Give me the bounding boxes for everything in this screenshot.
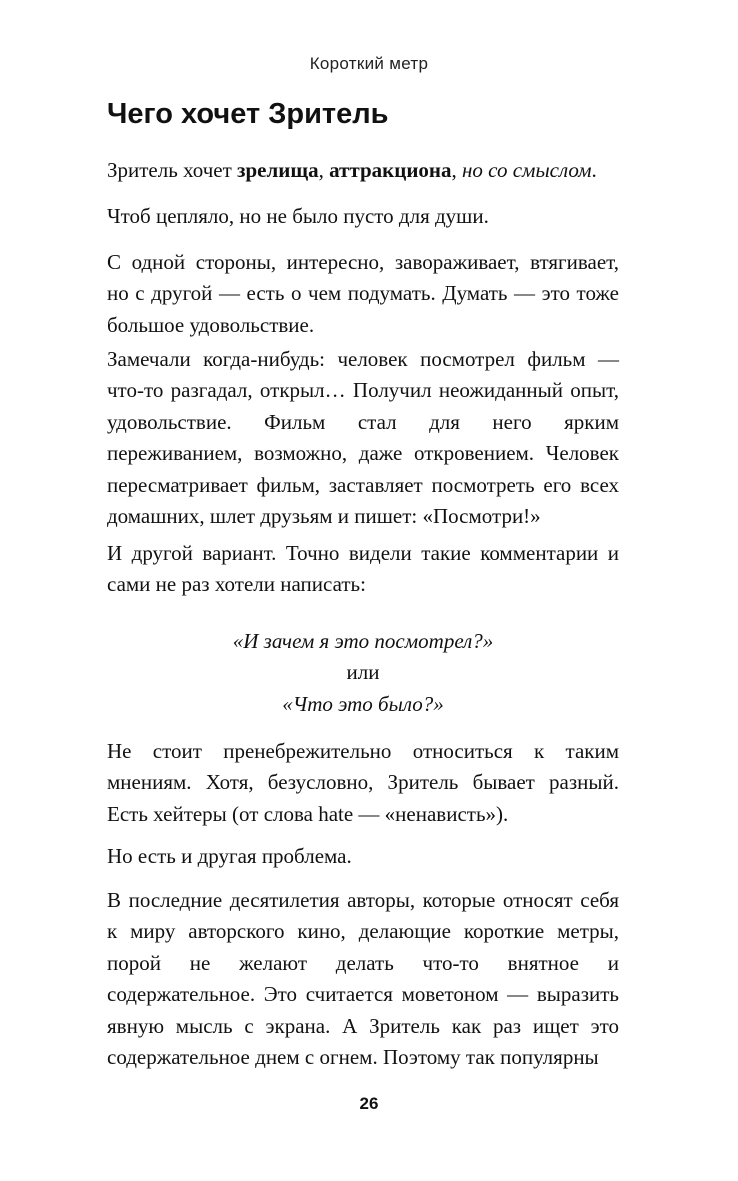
quote-connector: или [346,660,380,685]
intro-text: Зритель хочет [107,158,238,182]
intro-comma: , [318,158,330,182]
quote-line-1: «И зачем я это посмотрел?» [232,629,494,653]
emphasis-attraction: аттракциона [329,158,452,182]
intro-comma-2: , [451,158,463,182]
paragraph-4: И другой вариант. Точно видели такие комментарии и сами не раз хотели написать: [107,541,619,597]
emphasis-meaning: но со смыслом [462,158,592,182]
paragraph-5: Не стоит пренебрежительно относиться к таким мнениям. Хотя, безусловно, Зритель бывает разный. Есть хейтеры (от слова hate — «ненависть»). [107,739,619,826]
emphasis-spectacle: зрелища [237,158,319,182]
quote-block [107,626,619,720]
section-heading: Чего хочет Зритель [107,98,389,130]
paragraph-7: В последние десятилетия авторы, которые относят себя к миру авторского кино, делающие короткие метры, порой не желают делать что-то внятное и содержательное. Это считается моветоном — выразить явную мысль с экрана. А Зритель как раз ищет это содержательное днем с огнем. Поэтому так популярны [107,888,619,1070]
intro-period: . [591,158,597,182]
page-number: 26 [359,1094,379,1113]
quote-line-2: «Что это было?» [282,691,444,716]
paragraph-2: С одной стороны, интересно, завораживает, втягивает, но с другой — есть о чем подумать. Думать — это тоже большое удовольствие. [107,250,619,337]
paragraph-6: Но есть и другая проблема. [107,844,352,868]
paragraph-3: Замечали когда-нибудь: человек посмотрел фильм — что-то разгадал, открыл… Получил неожиданный опыт, удовольствие. Фильм стал для него ярким переживанием, возможно, даже откровением. Человек пересматривает фильм, заставляет посмотреть его всех домашних, шлет друзьям и пишет: «Посмотри!» [107,347,619,529]
running-head: Короткий метр [309,54,429,73]
paragraph-1: Чтоб цепляло, но не было пусто для души. [107,204,489,228]
intro-paragraph [107,155,619,186]
